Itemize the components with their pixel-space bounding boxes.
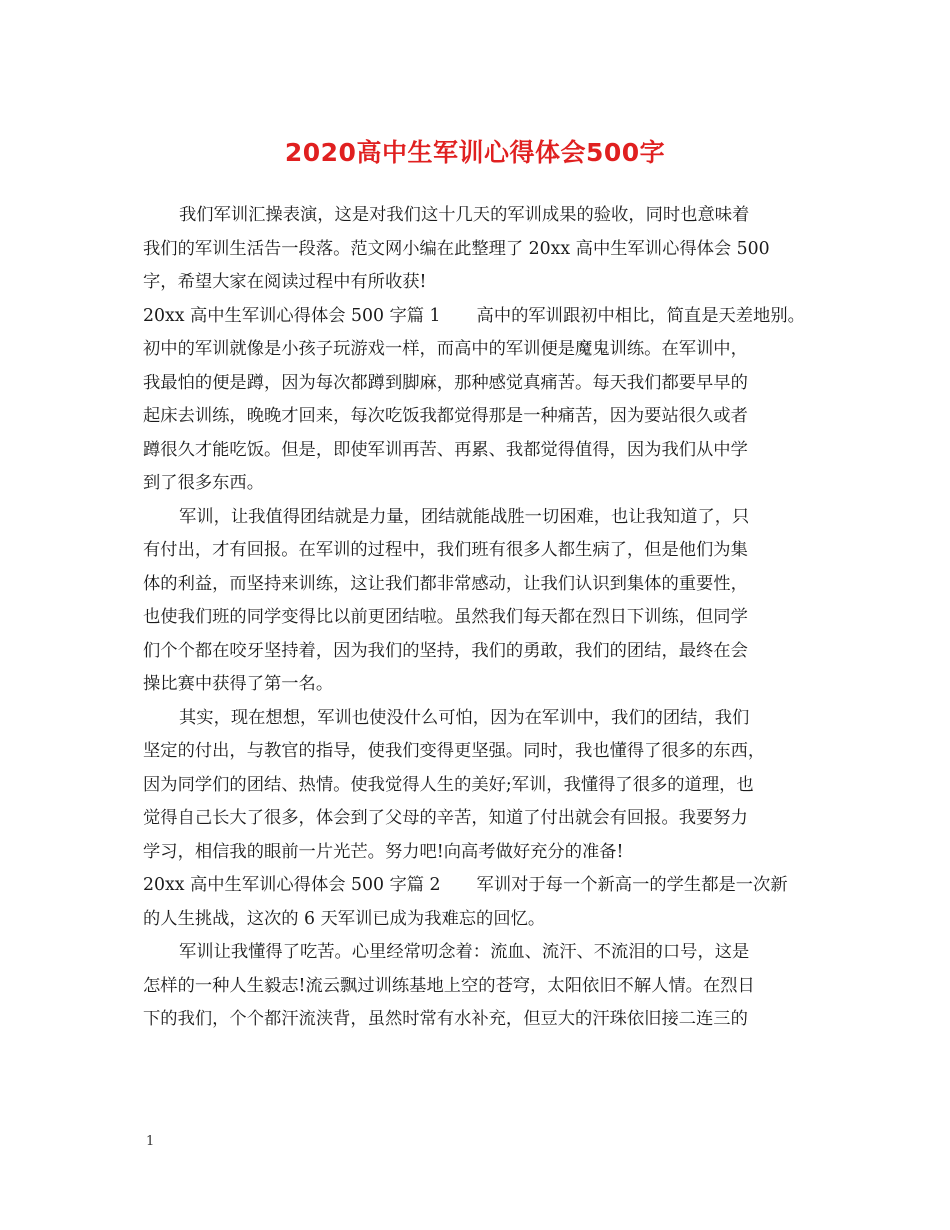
paragraph-line: 怎样的一种人生毅志!流云飘过训练基地上空的苍穹，太阳依旧不解人情。在烈日 xyxy=(143,975,755,996)
paragraph-line: 我们的军训生活告一段落。范文网小编在此整理了 20xx 高中生军训心得体会 500 xyxy=(143,238,770,259)
paragraph-line: 字，希望大家在阅读过程中有所收获! xyxy=(143,272,427,292)
paragraph-line: 操比赛中获得了第一名。 xyxy=(143,674,334,694)
document-title: 2020高中生军训心得体会500字 xyxy=(284,138,666,167)
paragraph-line: 蹲很久才能吃饭。但是，即使军训再苦、再累、我都觉得值得，因为我们从中学 xyxy=(143,439,748,460)
paragraph-line: 也使我们班的同学变得比以前更团结啦。虽然我们每天都在烈日下训练，但同学 xyxy=(143,607,748,627)
paragraph-line: 我最怕的便是蹲，因为每次都蹲到脚麻，那种感觉真痛苦。每天我们都要早早的 xyxy=(143,372,748,393)
section-heading-line xyxy=(143,869,825,903)
paragraph-line: 因为同学们的团结、热情。使我觉得人生的美好;军训，我懂得了很多的道理，也 xyxy=(143,774,754,795)
paragraph-line: 坚定的付出，与教官的指导，使我们变得更坚强。同时，我也懂得了很多的东西， xyxy=(143,741,766,761)
paragraph-line: 有付出，才有回报。在军训的过程中，我们班有很多人都生病了，但是他们为集 xyxy=(143,540,748,560)
paragraph-line: 军训，让我值得团结就是力量，团结就能战胜一切困难，也让我知道了，只 xyxy=(179,506,750,527)
paragraph-line: 到了很多东西。 xyxy=(143,473,264,493)
section-heading: 20xx 高中生军训心得体会 500 字篇 1 xyxy=(143,305,441,326)
page-number: 1 xyxy=(146,1134,155,1149)
paragraph-line: 军训对于每一个新高一的学生都是一次新 xyxy=(476,875,788,895)
paragraph-line: 的人生挑战，这次的 6 天军训已成为我难忘的回忆。 xyxy=(143,908,546,929)
paragraph-line: 下的我们，个个都汗流浃背，虽然时常有水补充，但豆大的汗珠依旧接二连三的 xyxy=(143,1009,748,1029)
paragraph-line: 们个个都在咬牙坚持着，因为我们的坚持，我们的勇敢，我们的团结，最终在会 xyxy=(143,640,748,661)
paragraph-line: 起床去训练，晚晚才回来，每次吃饭我都觉得那是一种痛苦，因为要站很久或者 xyxy=(143,406,748,426)
paragraph-line: 军训让我懂得了吃苦。心里经常叨念着：流血、流汗、不流泪的口号，这是 xyxy=(179,942,750,962)
section-heading-line xyxy=(143,300,825,334)
paragraph-line: 初中的军训就像是小孩子玩游戏一样，而高中的军训便是魔鬼训练。在军训中， xyxy=(143,339,748,359)
document-body xyxy=(143,199,825,1037)
paragraph-line: 高中的军训跟初中相比，简直是天差地别。 xyxy=(476,305,805,326)
paragraph-line: 学习，相信我的眼前一片光芒。努力吧!向高考做好充分的准备! xyxy=(143,841,624,862)
paragraph-line: 其实，现在想想，军训也使没什么可怕，因为在军训中，我们的团结，我们 xyxy=(179,707,750,728)
paragraph-line: 体的利益，而坚持来训练，这让我们都非常感动，让我们认识到集体的重要性， xyxy=(143,573,748,594)
paragraph-line: 觉得自己长大了很多，体会到了父母的辛苦，知道了付出就会有回报。我要努力 xyxy=(143,808,748,828)
paragraph-line: 我们军训汇操表演，这是对我们这十几天的军训成果的验收，同时也意味着 xyxy=(179,205,750,225)
section-heading: 20xx 高中生军训心得体会 500 字篇 2 xyxy=(143,875,441,895)
